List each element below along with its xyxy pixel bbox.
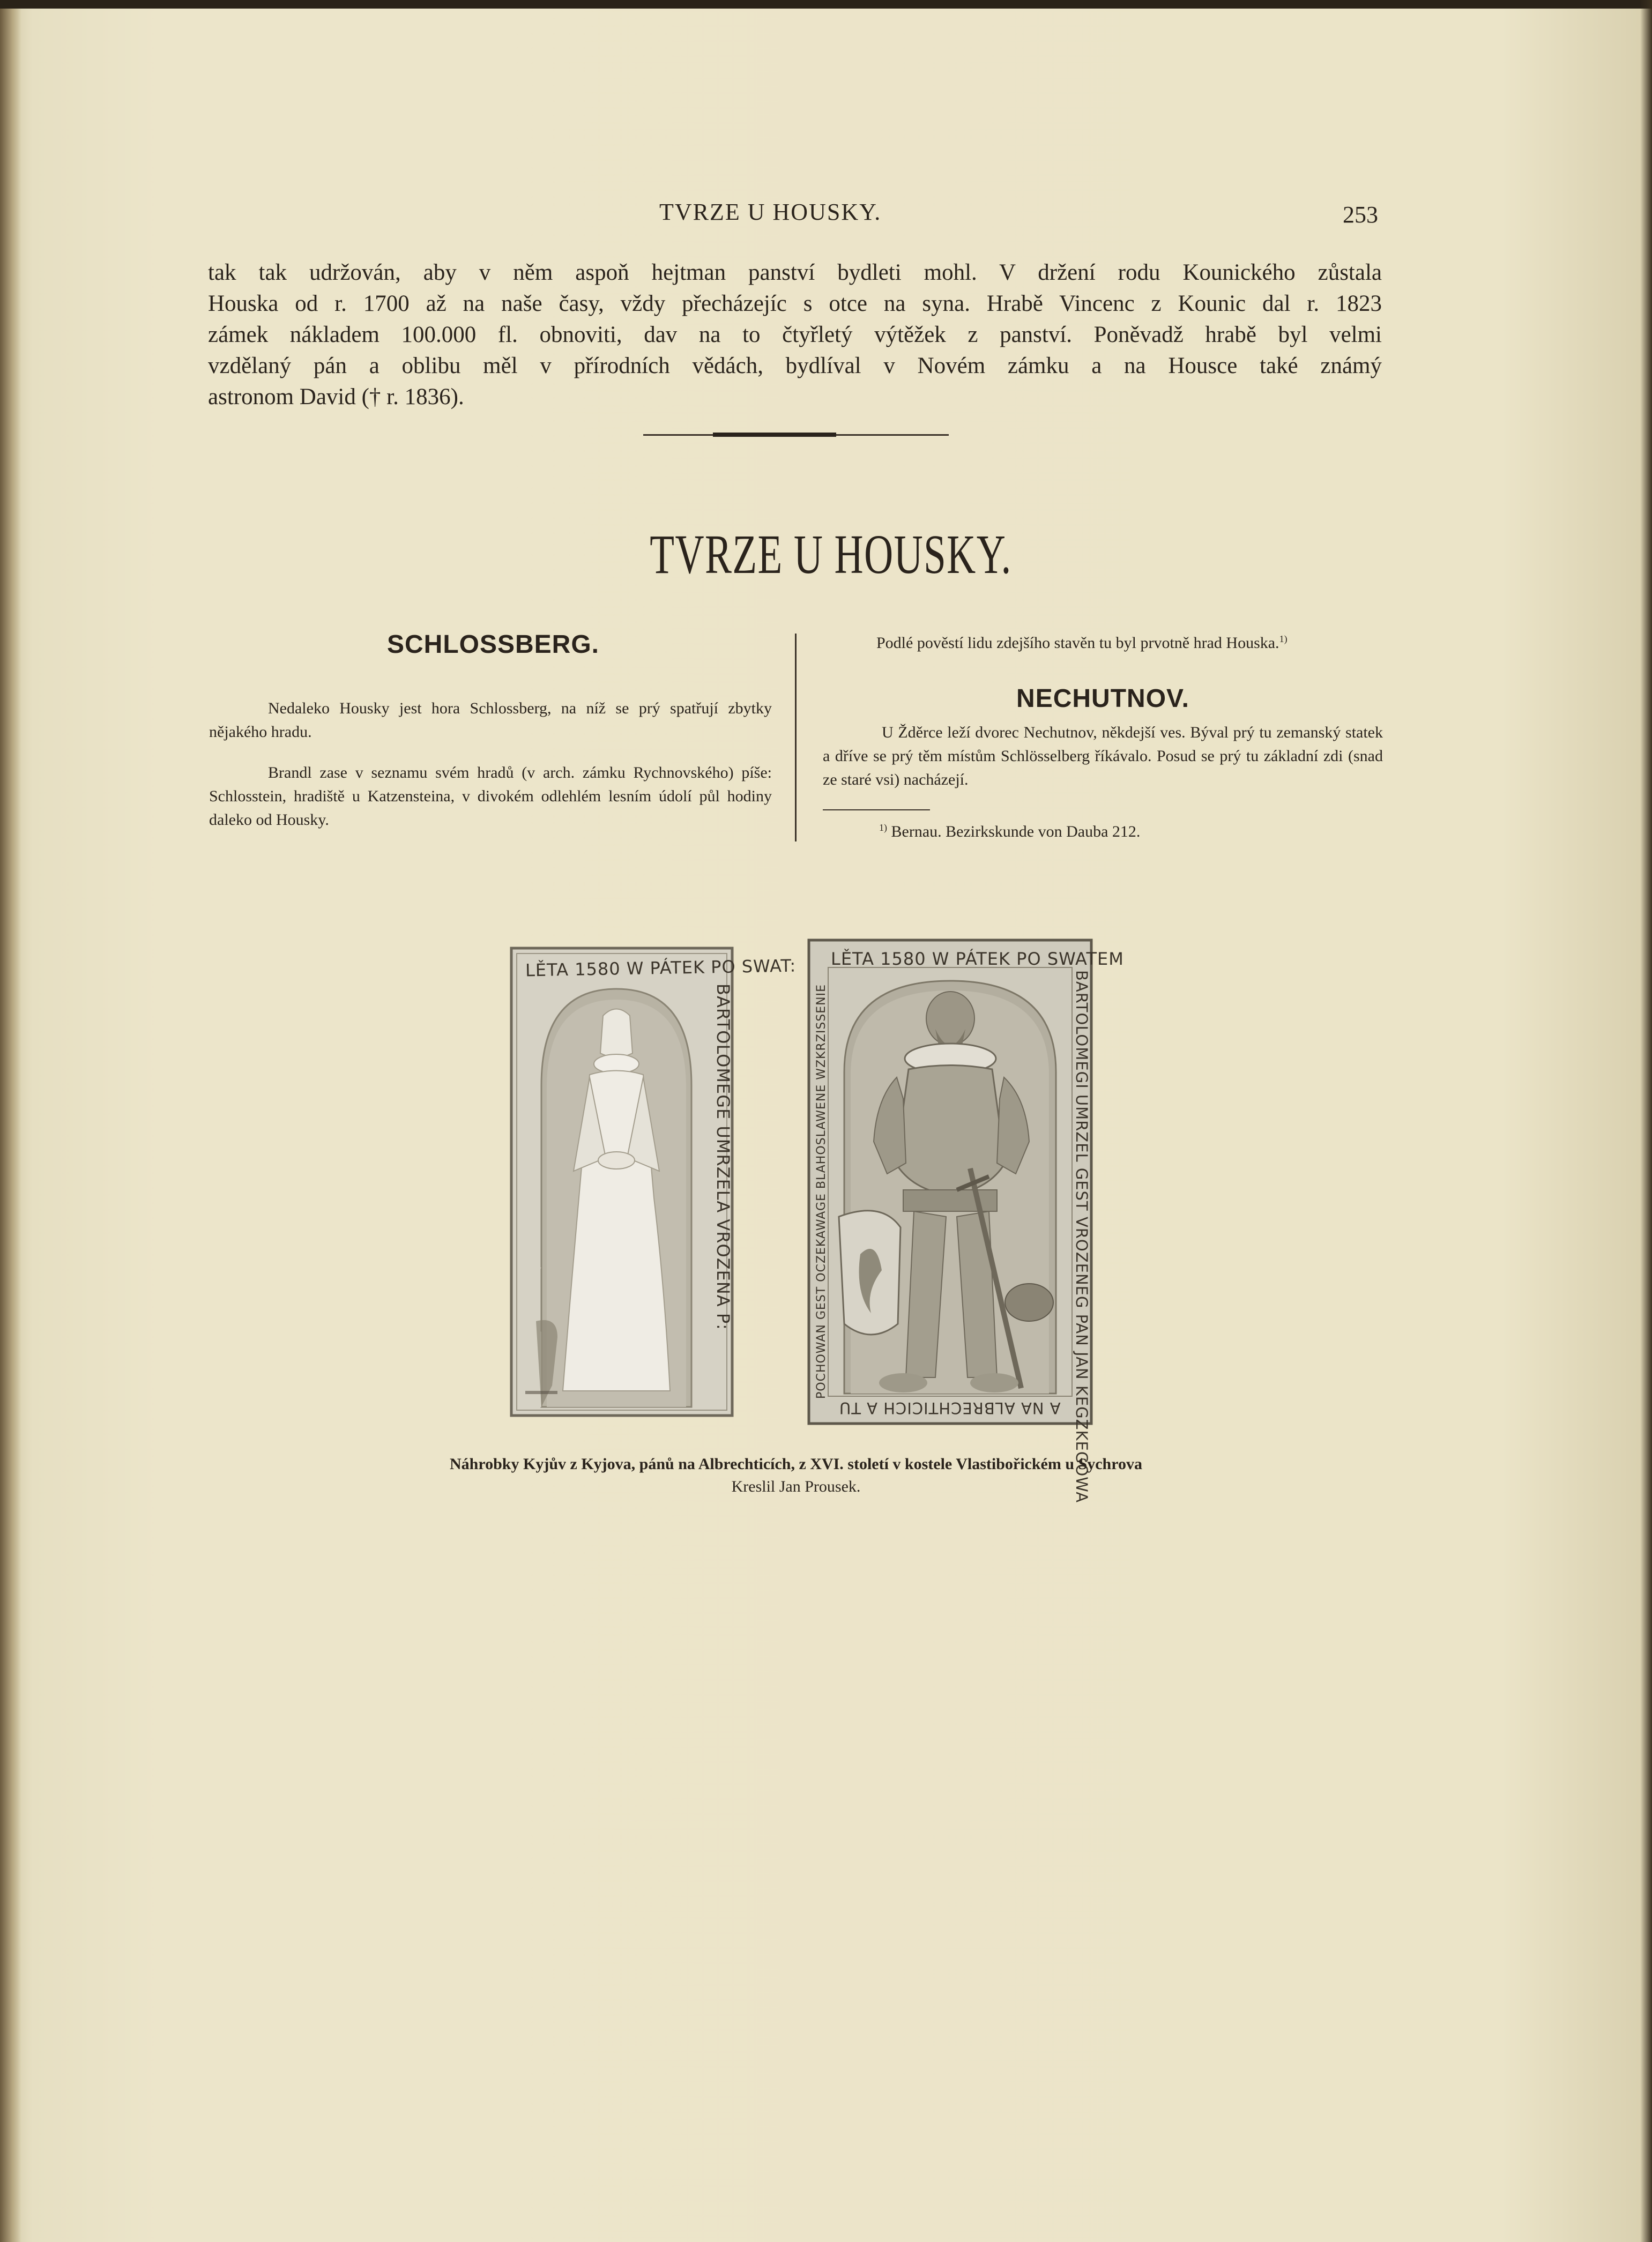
intro-line: zámek nákladem 100.000 fl. obnoviti, dav na to čtyřletý výtěžek z panství. Poněvadž hrabě byl velmi <box>208 322 1382 347</box>
left-slab-inscription-top: LĚTA 1580 W PÁTEK PO SWAT: <box>525 955 797 981</box>
intro-line: tak tak udržován, aby v něm aspoň hejtman panství bydleti mohl. V držení rodu Kounického zůstala <box>208 260 1382 285</box>
footnote-reference: 1) <box>1279 634 1288 644</box>
scan-top-edge <box>0 0 1652 9</box>
footnote-rule <box>823 809 930 810</box>
right-slab-inscription-left: POCHOWAN GEST OCZEKAWAGE BLAHOSLAWENE WZKRZISSENIE <box>815 984 828 1399</box>
right-column-paragraph: U Žděrce leží dvorec Nechutnov, někdejší ves. Býval prý tu zemanský statek a dříve se prý těm místům Schlösselberg říkávalo. Posud se prý tu základní zdi (snad ze staré vsi) nacházejí. <box>823 724 1383 788</box>
scan-right-edge <box>1640 0 1652 2242</box>
right-column-heading: NECHUTNOV. <box>1016 684 1189 713</box>
figure-caption: Náhrobky Kyjův z Kyjova, pánů na Albrechticích, z XVI. století v kostele Vlastibořickém u Sychrova <box>450 1455 1142 1473</box>
figure-credit: Kreslil Jan Prousek. <box>731 1478 861 1495</box>
tombstone-left-illustration <box>509 946 797 1418</box>
section-divider-ornament <box>713 433 836 437</box>
running-header: TVRZE U HOUSKY. <box>659 199 882 225</box>
section-title: TVRZE U HOUSKY. <box>650 524 1012 585</box>
left-column-paragraph: Brandl zase v seznamu svém hradů (v arch. zámku Rychnovského) píše: Schlosstein, hradiště u Katzensteina, v divokém odlehlém lesním údolí půl hodiny daleko od Housky. <box>209 764 772 829</box>
right-slab-inscription-bottom: A NA ALBRECHTICICH A TU <box>839 1399 1061 1417</box>
tombstone-right-illustration <box>807 938 1124 1503</box>
page-number: 253 <box>1343 202 1378 228</box>
footnote-mark: 1) <box>879 822 887 833</box>
intro-line: Houska od r. 1700 až na naše časy, vždy přecházejíc s otce na syna. Hrabě Vincenc z Kounic dal r. 1823 <box>208 291 1382 316</box>
right-slab-inscription-top: LĚTA 1580 W PÁTEK PO SWATEM <box>831 949 1124 969</box>
column-divider <box>795 634 797 841</box>
tombstone-right-drawing <box>807 938 1093 1426</box>
intro-paragraph <box>208 257 1382 413</box>
right-slab-inscription-right: BARTOLOMEGI UMRZEL GEST VROZENEG PAN JAN KEGZKEGOWA <box>1073 970 1091 1503</box>
book-spine-shadow <box>0 0 21 2242</box>
left-column-paragraph: Nedaleko Housky jest hora Schlossberg, na níž se prý spatřují zbytky nějakého hradu. <box>209 699 772 741</box>
tombstone-left-drawing <box>509 946 734 1418</box>
right-column-paragraph <box>823 627 1383 655</box>
left-slab-inscription-side: BARTOLOMEGE UMRZELA VROZENA P: <box>713 984 733 1330</box>
right-paragraph-text: Podlé pověstí lidu zdejšího stavěn tu byl prvotně hrad Houska. <box>876 634 1279 652</box>
intro-line: astronom David († r. 1836). <box>208 384 464 409</box>
intro-line: vzdělaný pán a oblibu měl v přírodních vědách, bydlíval v Novém zámku a na Housce také známý <box>208 353 1382 378</box>
footnote-text: Bernau. Bezirkskunde von Dauba 212. <box>891 823 1141 840</box>
left-column-heading: SCHLOSSBERG. <box>386 630 600 659</box>
footnote <box>879 816 1140 844</box>
